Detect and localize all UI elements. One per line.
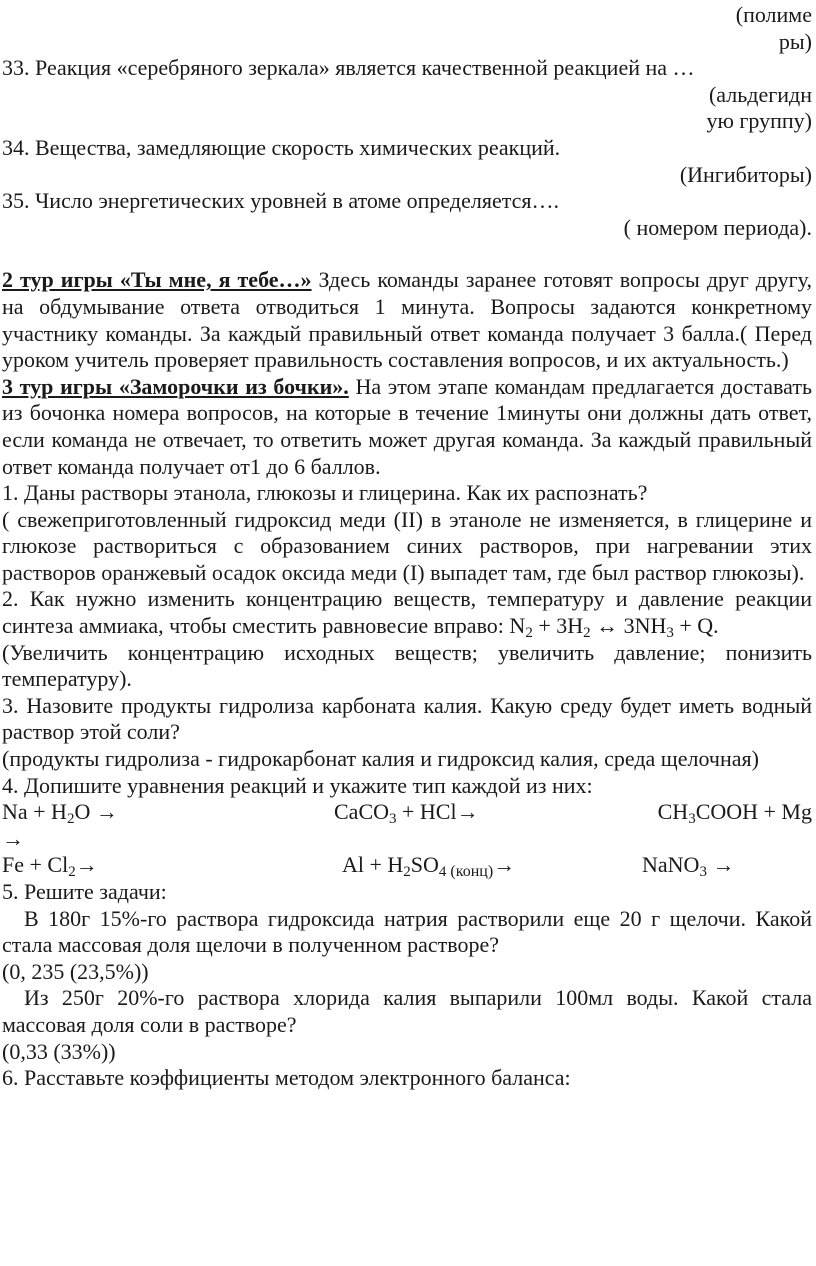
q5-question: 5. Решите задачи: bbox=[2, 879, 167, 904]
answer-32-line1: (полиме bbox=[735, 2, 812, 27]
round-3-title: 3 тур игры «Заморочки из бочки». bbox=[2, 373, 349, 399]
eq-part: SO bbox=[410, 852, 439, 878]
round-2-paragraph bbox=[2, 267, 812, 373]
answer-33-line1: (альдегидн bbox=[708, 81, 812, 107]
eq-part: + HCl→ bbox=[396, 799, 479, 825]
q1-question: 1. Даны растворы этанола, глюкозы и глицерина. Как их распознать? bbox=[2, 480, 648, 506]
q2-sub: 2 bbox=[525, 625, 533, 642]
q2-sub: 3 bbox=[666, 625, 674, 642]
round-2-text: Здесь команды заранее готовят вопросы друг другу, на обдумывание ответа отводиться 1 минута. Вопросы задаются конкретному участнику команды. За каждый правильный ответ команда получает 3 балла.( Перед уроком учитель проверяет правильность составления вопросов, и их актуальность.) bbox=[2, 267, 812, 373]
q2-text-mid1: + 3H bbox=[532, 613, 584, 639]
q1-answer: ( свежеприготовленный гидроксид меди (II) в этаноле не изменяется, в глицерине и глюкозе раствориться с образованием синих растворов, при нагревании этих растворов оранжевый осадок оксида меди (I) выпадет там, где был раствор глюкозы). bbox=[2, 506, 812, 585]
eq-part: → bbox=[493, 852, 516, 878]
answer-35: ( номером периода). bbox=[623, 214, 812, 240]
answer-33-line2: ую группу) bbox=[706, 108, 812, 134]
eq-sub: 3 bbox=[688, 811, 696, 828]
eq-part: Al + H bbox=[342, 852, 404, 878]
q2-text-start: 2. Как нужно изменить концентрацию веществ, температуру и давление реакции синтеза аммиака, чтобы сместить равновесие вправо: N bbox=[2, 586, 812, 639]
q5-task-2: Из 250г 20%-го раствора хлорида калия выпарили 100мл воды. Какой стала массовая доля соли в растворе? bbox=[2, 985, 812, 1037]
equation-row-1 bbox=[2, 799, 812, 826]
q3-answer: (продукты гидролиза - гидрокарбонат калия и гидроксид калия, среда щелочная) bbox=[2, 746, 759, 772]
eq-sub: 2 bbox=[68, 864, 76, 881]
eq-sub: 4 bbox=[438, 864, 447, 881]
equation-nano3 bbox=[642, 852, 812, 879]
equation-fe-cl2 bbox=[2, 852, 334, 879]
round-3-text: На этом этапе командам предлагается доставать из бочонка номера вопросов, на которые в течение 1минуты они должны дать ответ, если команда не отвечает, то ответить может другая команда. За каждый правильный ответ команда получает от1 до 6 баллов. bbox=[2, 373, 813, 479]
answer-32-line2: ры) bbox=[778, 28, 812, 54]
question-35: 35. Число энергетических уровней в атоме определяется…. bbox=[2, 188, 559, 214]
round-3-paragraph bbox=[2, 374, 812, 480]
equation-acetic-mg bbox=[634, 799, 812, 826]
eq-part: O → bbox=[74, 799, 118, 825]
question-33: 33. Реакция «серебряного зеркала» является качественной реакцией на … bbox=[2, 55, 695, 81]
q5-answer-2: (0,33 (33%)) bbox=[2, 1038, 116, 1064]
round-2-title: 2 тур игры «Ты мне, я тебе…» bbox=[2, 267, 312, 293]
eq-sub: 2 bbox=[403, 864, 411, 881]
eq-sub: 3 bbox=[389, 811, 397, 828]
q5-task-1: В 180г 15%-го раствора гидроксида натрия растворили еще 20 г щелочи. Какой стала массовая доля щелочи в полученном растворе? bbox=[2, 905, 812, 958]
q2-answer: (Увеличить концентрацию исходных веществ; увеличить давление; понизить температуру). bbox=[2, 639, 812, 692]
equation-al-h2so4 bbox=[334, 852, 642, 879]
eq-sub: 3 bbox=[699, 864, 707, 881]
eq-part: NaNO bbox=[642, 852, 700, 878]
eq-part: Fe + Cl bbox=[2, 852, 69, 878]
equation-caco3-hcl bbox=[334, 799, 634, 826]
q2-sub: 2 bbox=[583, 625, 591, 642]
equation-row-2 bbox=[2, 852, 812, 879]
eq-part: → bbox=[706, 852, 735, 878]
eq-part: Na + H bbox=[2, 799, 67, 825]
eq-part: → bbox=[75, 852, 98, 878]
equation-arrow-wrap: → bbox=[2, 825, 24, 851]
q2-text-end: + Q. bbox=[673, 613, 719, 639]
q5-answer-1: (0, 235 (23,5%)) bbox=[2, 958, 149, 984]
question-34: 34. Вещества, замедляющие скорость химических реакций. bbox=[2, 134, 561, 160]
q3-question: 3. Назовите продукты гидролиза карбоната калия. Какую среду будет иметь водный раствор этой соли? bbox=[2, 692, 812, 745]
eq-sub: 2 bbox=[66, 811, 75, 828]
blank-line bbox=[2, 241, 812, 267]
q2-text-mid2: ↔ 3NH bbox=[590, 613, 667, 639]
eq-part: CH bbox=[657, 799, 689, 825]
eq-sub-conc: (конц) bbox=[446, 863, 494, 881]
answer-34: (Ингибиторы) bbox=[679, 161, 812, 187]
equation-na-water bbox=[2, 799, 334, 826]
q2-question bbox=[2, 586, 812, 642]
q4-question: 4. Допишите уравнения реакций и укажите тип каждой из них: bbox=[2, 772, 593, 798]
eq-part: CaCO bbox=[334, 799, 389, 825]
eq-part: COOH + Mg bbox=[695, 799, 812, 825]
q6-question: 6. Расставьте коэффициенты методом электронного баланса: bbox=[2, 1065, 571, 1091]
